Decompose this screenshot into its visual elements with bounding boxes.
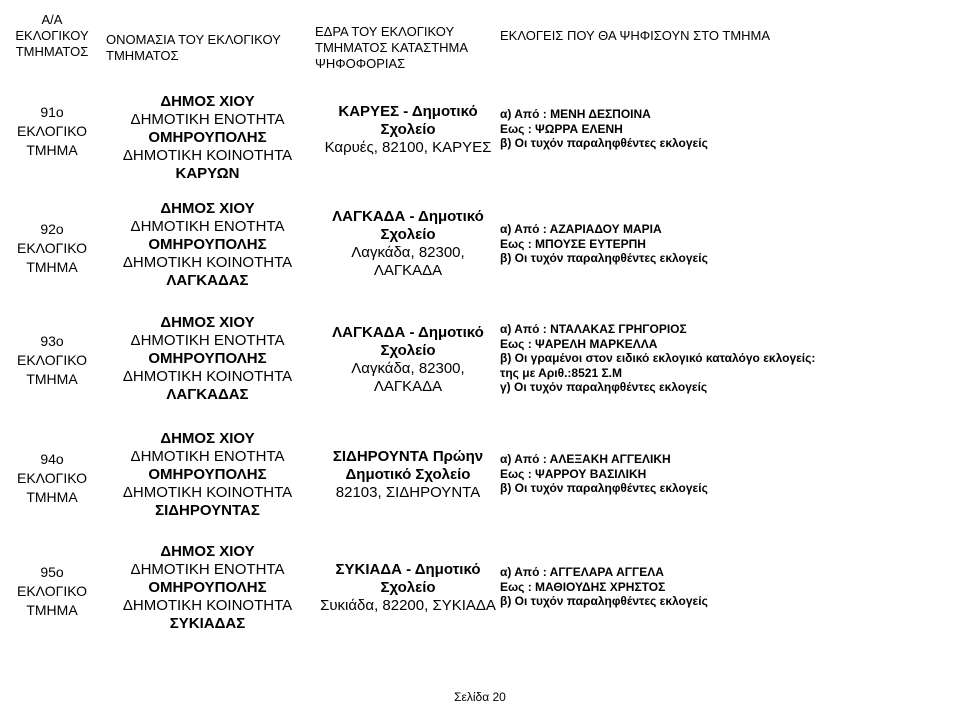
section-voters <box>500 565 955 609</box>
section-seat <box>315 324 501 396</box>
header-line: ΕΚΛΟΓΙΚΟΥ <box>15 28 89 43</box>
voters-line: Εως : ΜΠΟΥΣΕ ΕΥΤΕΡΠΗ <box>500 236 646 251</box>
voters-line: β) Οι τυχόν παραληφθέντες εκλογείς <box>500 251 708 265</box>
seat-name: ΛΑΓΚΑΔΑ - Δημοτικό <box>332 208 484 225</box>
municipality: ΔΗΜΟΣ ΧΙΟΥ <box>160 430 255 447</box>
section-number <box>6 332 98 389</box>
section-number-line: ΤΜΗΜΑ <box>26 602 78 618</box>
community-label: ΔΗΜΟΤΙΚΗ ΚΟΙΝΟΤΗΤΑ <box>122 368 293 385</box>
header-line: ΨΗΦΟΦΟΡΙΑΣ <box>315 56 406 71</box>
community: ΣΙΔΗΡΟΥΝΤΑΣ <box>155 502 260 519</box>
table-row <box>0 541 960 641</box>
municipality: ΔΗΜΟΣ ΧΙΟΥ <box>160 200 255 217</box>
section-voters <box>500 107 955 151</box>
voters-line: β) Οι τυχόν παραληφθέντες εκλογείς <box>500 136 708 150</box>
voters-line: α) Από : ΑΛΕΞΑΚΗ ΑΓΓΕΛΙΚΗ <box>500 452 671 466</box>
municipal-unit-label: ΔΗΜΟΤΙΚΗ ΕΝΟΤΗΤΑ <box>130 561 285 578</box>
voters-line: Εως : ΨΑΡΡΟΥ ΒΑΣΙΛΙΚΗ <box>500 466 647 481</box>
section-number-line: 91ο <box>40 104 64 120</box>
section-number <box>6 220 98 277</box>
section-voters <box>500 452 955 496</box>
section-name <box>100 93 315 183</box>
municipal-unit: ΟΜΗΡΟΥΠΟΛΗΣ <box>148 466 267 483</box>
seat-address: Λαγκάδα, 82300, <box>351 244 465 261</box>
seat-name: Δημοτικό Σχολείο <box>345 466 471 483</box>
municipal-unit-label: ΔΗΜΟΤΙΚΗ ΕΝΟΤΗΤΑ <box>130 111 285 128</box>
header-line: ΤΜΗΜΑΤΟΣ ΚΑΤΑΣΤΗΜΑ <box>315 40 469 55</box>
section-number-line: ΕΚΛΟΓΙΚΟ <box>16 123 88 139</box>
community-label: ΔΗΜΟΤΙΚΗ ΚΟΙΝΟΤΗΤΑ <box>122 254 293 271</box>
section-number-line: ΕΚΛΟΓΙΚΟ <box>16 470 88 486</box>
section-number <box>6 450 98 507</box>
header-line: ΤΜΗΜΑΤΟΣ <box>106 48 179 63</box>
header-line: ΕΚΛΟΓΕΙΣ ΠΟΥ ΘΑ ΨΗΦΙΣΟΥΝ ΣΤΟ ΤΜΗΜΑ <box>500 28 771 43</box>
section-number-line: ΤΜΗΜΑ <box>26 142 78 158</box>
section-number-line: ΕΚΛΟΓΙΚΟ <box>16 240 88 256</box>
section-number <box>6 103 98 160</box>
header-line: ΕΔΡΑ ΤΟΥ ΕΚΛΟΓΙΚΟΥ <box>315 24 455 39</box>
voters-line: γ) Οι τυχόν παραληφθέντες εκλογείς <box>500 380 708 394</box>
seat-name: ΛΑΓΚΑΔΑ - Δημοτικό <box>332 324 484 341</box>
section-number-line: 95ο <box>40 564 64 580</box>
municipal-unit-label: ΔΗΜΟΤΙΚΗ ΕΝΟΤΗΤΑ <box>130 448 285 465</box>
section-seat <box>315 208 501 280</box>
seat-name: Σχολείο <box>380 579 436 596</box>
header-line: ΟΝΟΜΑΣΙΑ ΤΟΥ ΕΚΛΟΓΙΚΟΥ <box>106 32 281 47</box>
header-line: Α/Α <box>41 12 63 27</box>
header-voters <box>500 28 950 44</box>
municipality: ΔΗΜΟΣ ΧΙΟΥ <box>160 314 255 331</box>
table-row <box>0 428 960 528</box>
table-row <box>0 312 960 412</box>
voters-line: Εως : ΨΩΡΡΑ ΕΛΕΝΗ <box>500 121 623 136</box>
section-name <box>100 314 315 404</box>
table-header <box>0 0 960 70</box>
header-section-seat <box>315 24 495 72</box>
section-number-line: 94ο <box>40 451 64 467</box>
section-number-line: ΕΚΛΟΓΙΚΟ <box>16 352 88 368</box>
seat-address: Λαγκάδα, 82300, <box>351 360 465 377</box>
municipal-unit: ΟΜΗΡΟΥΠΟΛΗΣ <box>148 236 267 253</box>
section-number-line: ΤΜΗΜΑ <box>26 489 78 505</box>
table-row <box>0 95 960 195</box>
section-number-line: ΤΜΗΜΑ <box>26 371 78 387</box>
seat-address: ΛΑΓΚΑΔΑ <box>373 262 443 279</box>
section-seat <box>315 448 501 502</box>
seat-name: Σχολείο <box>380 342 436 359</box>
municipality: ΔΗΜΟΣ ΧΙΟΥ <box>160 543 255 560</box>
voters-line: της με Αριθ.:8521 Σ.Μ <box>500 365 622 380</box>
voters-line: β) Οι τυχόν παραληφθέντες εκλογείς <box>500 481 708 495</box>
seat-address: ΛΑΓΚΑΔΑ <box>373 378 443 395</box>
section-number <box>6 563 98 620</box>
header-section-number <box>6 12 98 60</box>
municipal-unit-label: ΔΗΜΟΤΙΚΗ ΕΝΟΤΗΤΑ <box>130 332 285 349</box>
voters-line: α) Από : ΝΤΑΛΑΚΑΣ ΓΡΗΓΟΡΙΟΣ <box>500 322 687 336</box>
voters-line: α) Από : ΜΕΝΗ ΔΕΣΠΟΙΝΑ <box>500 107 651 121</box>
page-number: Σελίδα 20 <box>454 690 506 704</box>
section-name <box>100 543 315 633</box>
header-section-name <box>100 32 321 64</box>
seat-name: Σχολείο <box>380 121 436 138</box>
municipal-unit: ΟΜΗΡΟΥΠΟΛΗΣ <box>148 350 267 367</box>
community-label: ΔΗΜΟΤΙΚΗ ΚΟΙΝΟΤΗΤΑ <box>122 484 293 501</box>
voters-line: α) Από : ΑΖΑΡΙΑΔΟΥ ΜΑΡΙΑ <box>500 222 662 236</box>
section-number-line: ΤΜΗΜΑ <box>26 259 78 275</box>
voters-line: Εως : ΜΑΘΙΟΥΔΗΣ ΧΡΗΣΤΟΣ <box>500 579 666 594</box>
section-seat <box>315 103 501 157</box>
community: ΣΥΚΙΑΔΑΣ <box>169 615 246 632</box>
seat-name: Σχολείο <box>380 226 436 243</box>
community: ΚΑΡΥΩΝ <box>175 165 240 182</box>
section-number-line: 92ο <box>40 221 64 237</box>
seat-address: Συκιάδα, 82200, ΣΥΚΙΑΔΑ <box>320 597 496 614</box>
section-voters <box>500 222 955 266</box>
seat-address: Καρυές, 82100, ΚΑΡΥΕΣ <box>324 139 492 156</box>
seat-name: ΚΑΡΥΕΣ - Δημοτικό <box>338 103 478 120</box>
section-name <box>100 200 315 290</box>
section-name <box>100 430 315 520</box>
section-voters <box>500 322 955 395</box>
header-line: ΤΜΗΜΑΤΟΣ <box>15 44 89 59</box>
community-label: ΔΗΜΟΤΙΚΗ ΚΟΙΝΟΤΗΤΑ <box>122 147 293 164</box>
community: ΛΑΓΚΑΔΑΣ <box>166 272 249 289</box>
seat-address: 82103, ΣΙΔΗΡΟΥΝΤΑ <box>335 484 481 501</box>
community-label: ΔΗΜΟΤΙΚΗ ΚΟΙΝΟΤΗΤΑ <box>122 597 293 614</box>
municipal-unit-label: ΔΗΜΟΤΙΚΗ ΕΝΟΤΗΤΑ <box>130 218 285 235</box>
seat-name: ΣΥΚΙΑΔΑ - Δημοτικό <box>335 561 481 578</box>
community: ΛΑΓΚΑΔΑΣ <box>166 386 249 403</box>
municipality: ΔΗΜΟΣ ΧΙΟΥ <box>160 93 255 110</box>
voters-line: Εως : ΨΑΡΕΛΗ ΜΑΡΚΕΛΛΑ <box>500 336 658 351</box>
voters-line: α) Από : ΑΓΓΕΛΑΡΑ ΑΓΓΕΛΑ <box>500 565 664 579</box>
voters-line: β) Οι τυχόν παραληφθέντες εκλογείς <box>500 594 708 608</box>
section-seat <box>315 561 501 615</box>
municipal-unit: ΟΜΗΡΟΥΠΟΛΗΣ <box>148 129 267 146</box>
section-number-line: ΕΚΛΟΓΙΚΟ <box>16 583 88 599</box>
seat-name: ΣΙΔΗΡΟΥΝΤΑ Πρώην <box>332 448 484 465</box>
section-number-line: 93ο <box>40 333 64 349</box>
municipal-unit: ΟΜΗΡΟΥΠΟΛΗΣ <box>148 579 267 596</box>
table-row <box>0 196 960 296</box>
voters-line: β) Οι γραμένοι στον ειδικό εκλογικό καταλόγο εκλογείς: <box>500 351 816 365</box>
